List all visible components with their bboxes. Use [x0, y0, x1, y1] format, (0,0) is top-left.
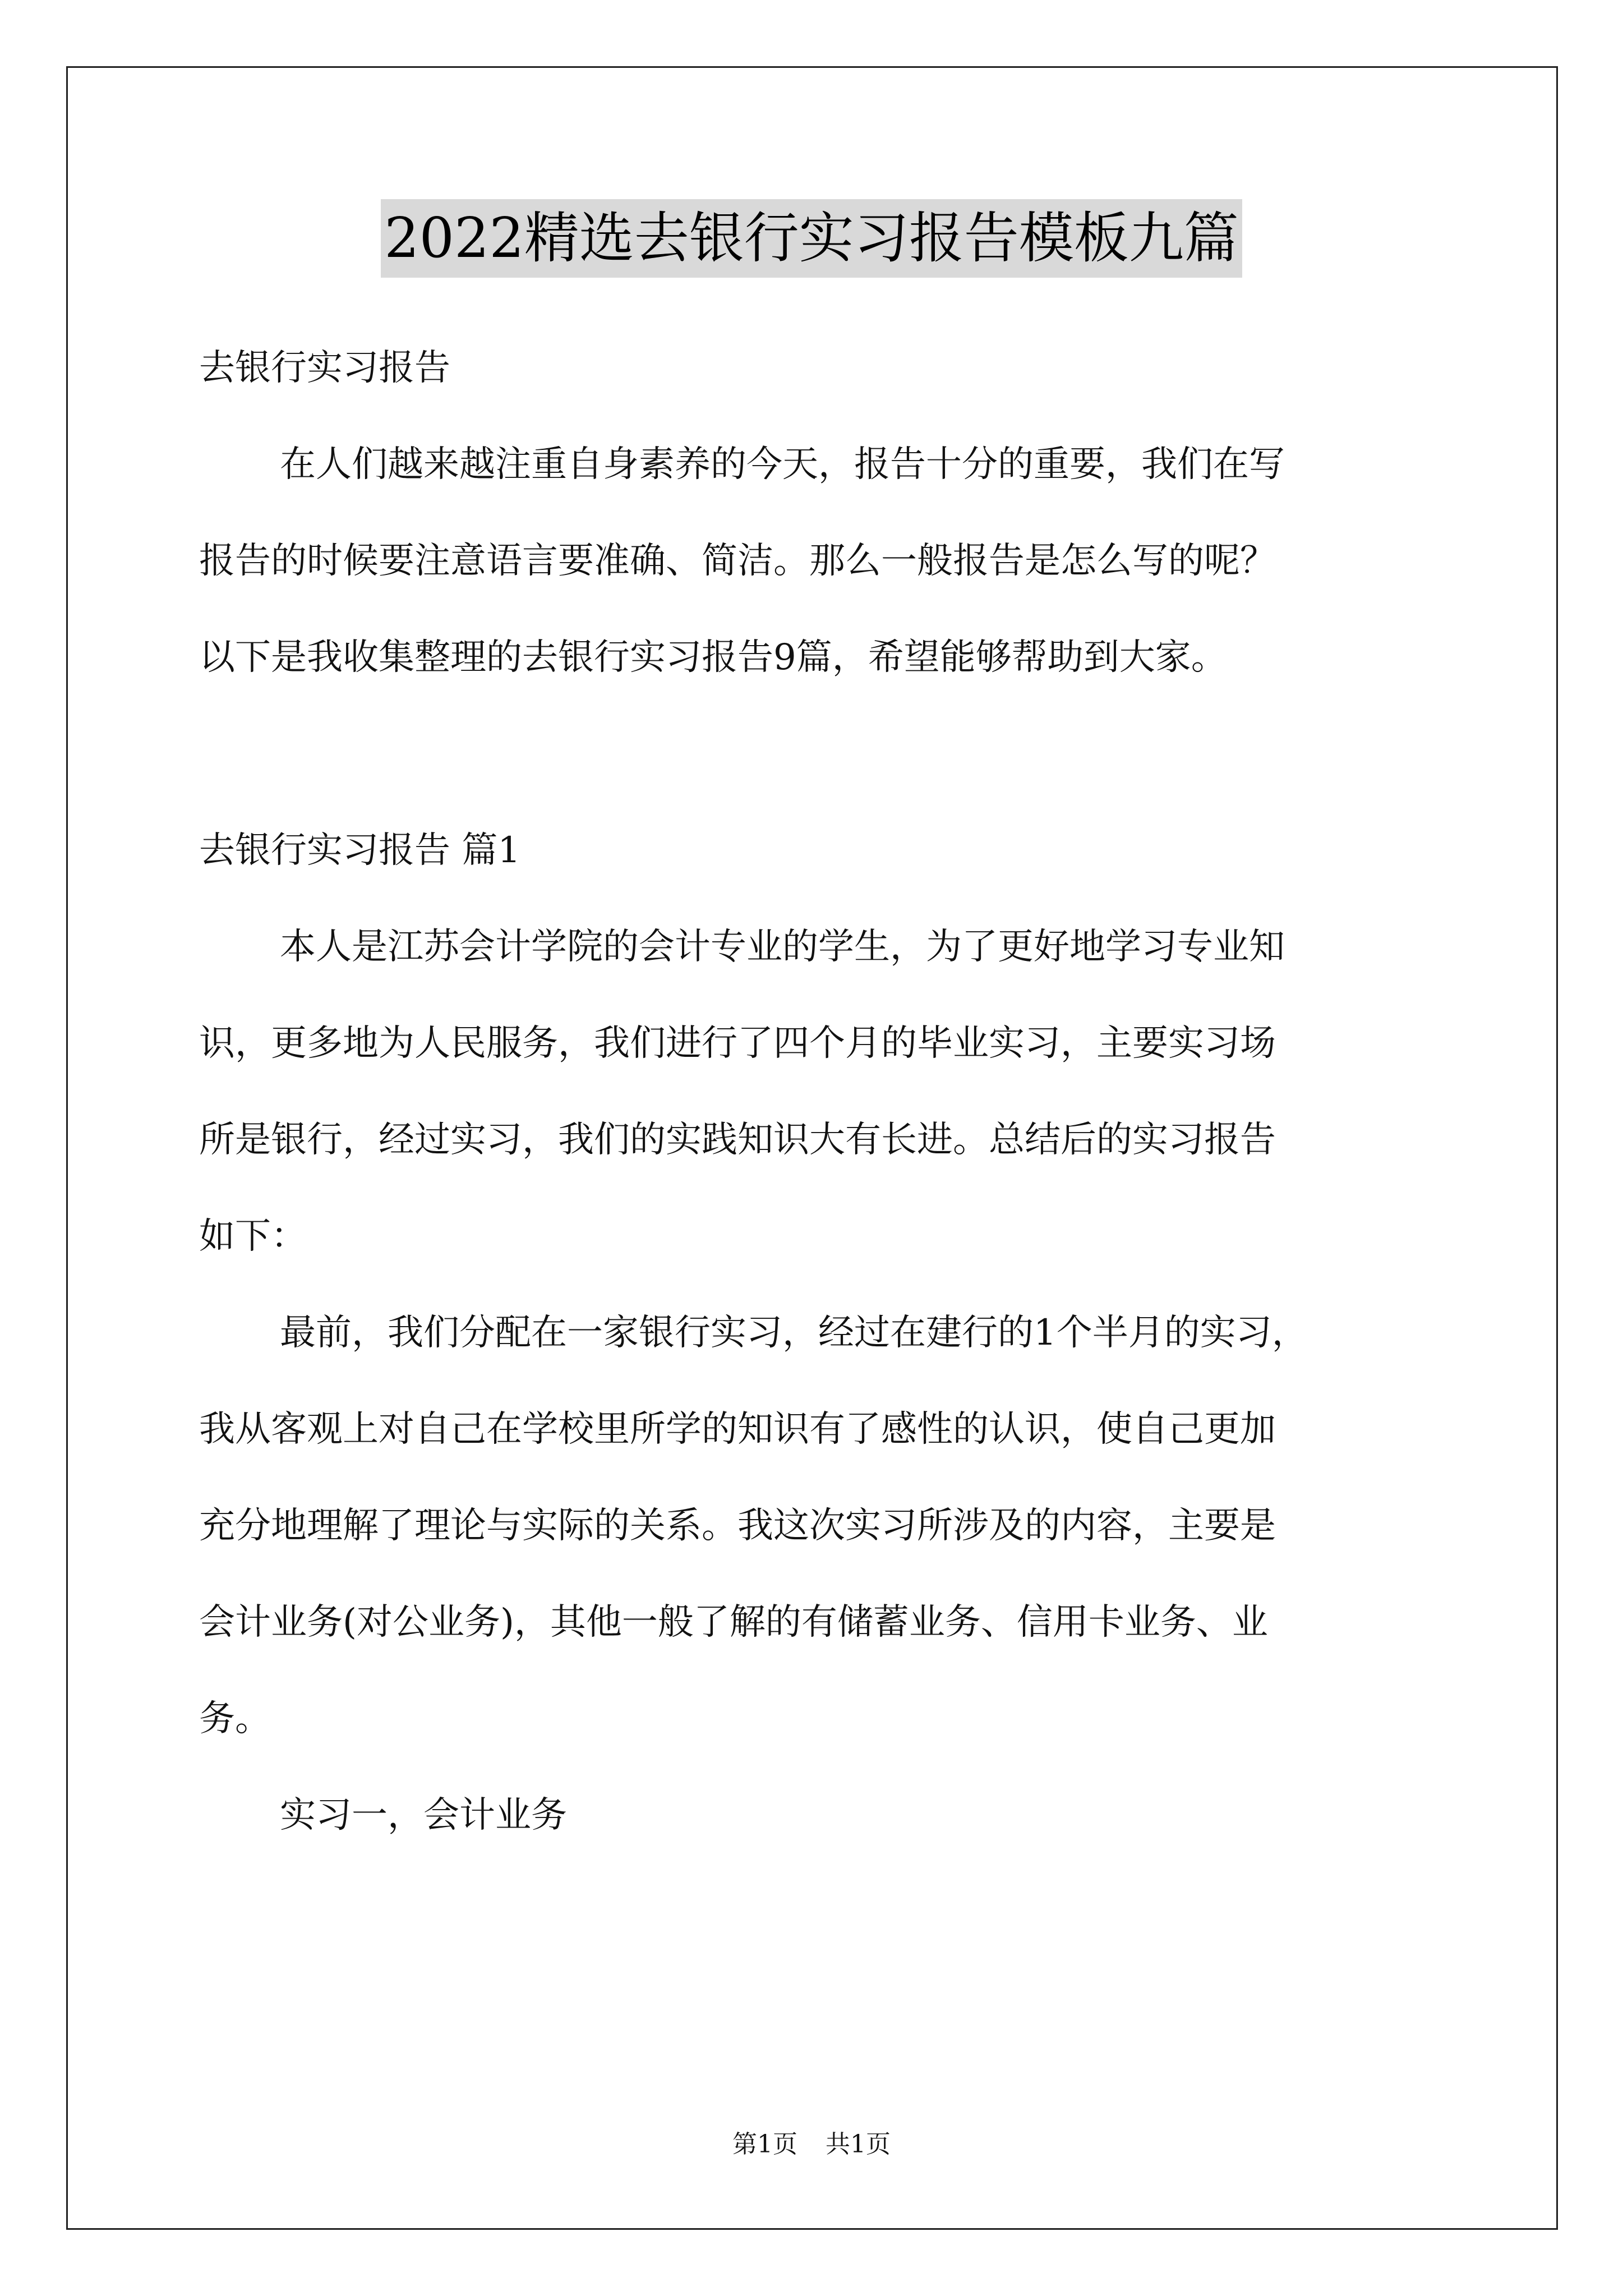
paragraph-line: 务。	[199, 1698, 271, 1740]
paragraph-line: 本人是江苏会计学院的会计专业的学生，为了更好地学习专业知	[280, 926, 1285, 968]
paragraph-line: 充分地理解了理论与实际的关系。我这次实习所涉及的内容，主要是	[199, 1505, 1276, 1547]
paragraph-line: 会计业务(对公业务)，其他一般了解的有储蓄业务、信用卡业务、业	[199, 1602, 1268, 1643]
page-number: 第1页	[732, 2130, 797, 2159]
paragraph-line: 在人们越来越注重自身素养的今天，报告十分的重要，我们在写	[280, 444, 1285, 485]
paragraph-line: 所是银行，经过实习，我们的实践知识大有长进。总结后的实习报告	[199, 1119, 1276, 1161]
paragraph-line: 以下是我收集整理的去银行实习报告9篇，希望能够帮助到大家。	[199, 637, 1227, 678]
title-container	[0, 199, 1623, 278]
page-total: 共1页	[826, 2130, 891, 2159]
paragraph-line: 如下：	[199, 1216, 307, 1257]
paragraph-line: 最前，我们分配在一家银行实习，经过在建行的1个半月的实习，	[280, 1312, 1308, 1354]
section-heading: 去银行实习报告 篇1	[199, 830, 521, 871]
subsection-heading: 实习一，会计业务	[280, 1795, 567, 1836]
blank-line	[199, 706, 1433, 802]
document-body	[199, 320, 1433, 1864]
paragraph-line: 报告的时候要注意语言要准确、简洁。那么一般报告是怎么写的呢？	[199, 540, 1276, 582]
paragraph-line: 我从客观上对自己在学校里所学的知识有了感性的认识，使自己更加	[199, 1409, 1276, 1450]
paragraph-line: 识，更多地为人民服务，我们进行了四个月的毕业实习，主要实习场	[199, 1023, 1276, 1064]
document-title: 2022精选去银行实习报告模板九篇	[381, 199, 1242, 278]
section-heading: 去银行实习报告	[199, 347, 450, 389]
page-footer	[0, 2124, 1623, 2160]
